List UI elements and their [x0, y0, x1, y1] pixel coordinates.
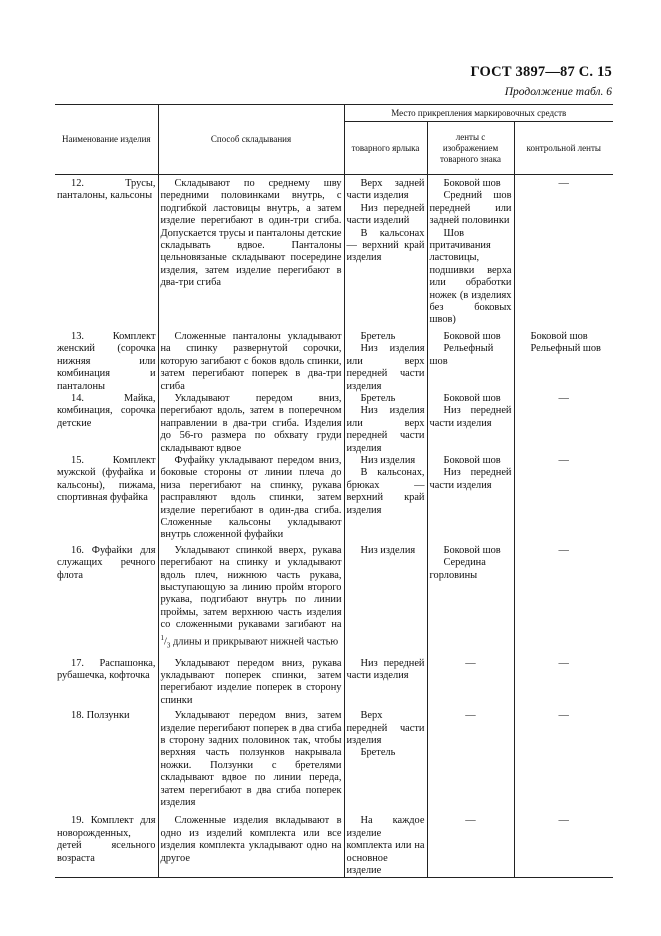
- cell-control: —: [514, 175, 613, 327]
- cell-name: 18. Ползунки: [71, 710, 130, 722]
- cell-name: 17. Распашонка, рубашечка, кофточка: [57, 657, 156, 681]
- cell-control: —: [514, 707, 613, 809]
- table-row: [55, 707, 613, 809]
- cell-name: 14. Майка, комбинация, сорочка детские: [57, 392, 156, 429]
- cell-label: Бретель Низ изделия или верх передней части изделия: [344, 393, 427, 455]
- col-header-group: Место прикрепления маркировочных средств: [344, 105, 613, 122]
- table-row: [55, 175, 613, 327]
- cell-name: 16. Фуфайки для служащих речного флота: [57, 544, 156, 581]
- table-row: [55, 455, 613, 542]
- cell-label: Верх задней части изделия Низ передней части изделий В кальсонах — верхний край изделия: [344, 175, 427, 327]
- cell-method: Укладывают передом вниз, рукава укладывают поперек спинки, затем перегибают изделие поперек в сторону спинки: [158, 652, 344, 708]
- cell-label: Низ изделия: [344, 542, 427, 652]
- cell-tape-mark: Боковой шов Низ передней части изделия: [427, 455, 514, 542]
- table-continuation: Продолжение табл. 6: [504, 86, 612, 98]
- cell-control: —: [514, 542, 613, 652]
- col-header-name: Наименование изделия: [55, 105, 158, 175]
- cell-label: Низ передней части изделия: [344, 652, 427, 708]
- cell-control: Боковой шов Рельефный шов: [514, 327, 613, 393]
- cell-tape-mark: Боковой шов Низ передней части изделия: [427, 393, 514, 455]
- page-header: ГОСТ 3897—87 С. 15: [470, 64, 612, 80]
- cell-tape-mark: —: [427, 809, 514, 878]
- table-row: [55, 542, 613, 652]
- cell-name: 12. Трусы, панталоны, кальсоны: [57, 178, 156, 202]
- cell-label: Верх передней части изделия Бретель: [344, 707, 427, 809]
- cell-control: —: [514, 455, 613, 542]
- cell-tape-mark: Боковой шов Рельефный шов: [427, 327, 514, 393]
- cell-method: Складывают по среднему шву передними половинками внутрь, с подгибкой ластовицы внутрь, а затем изделие перегибают в один-три сгиба. Допускается трусы и панталоны детские складывать вдвое. Панталоны цельновязаные складывают посередине изделия, затем изделие перегибают в два-три сгиба: [158, 175, 344, 327]
- cell-control: —: [514, 652, 613, 708]
- cell-method: Сложенные панталоны укладывают на спинку развернутой сорочки, которую загибают с боков вдоль спинки, затем перегибают поперек в два-три сгиба: [158, 327, 344, 393]
- cell-name: 15. Комплект мужской (фуфайка и кальсоны), пижама, спортивная фуфайка: [57, 454, 156, 504]
- cell-label: Низ изделия В кальсонах, брюках — верхний край изделия: [344, 455, 427, 542]
- cell-method: Укладывают передом вниз, затем изделие перегибают поперек в два сгиба в сторону задних половинок так, чтобы верхняя часть ползунков накрывала ножки. Ползунки с бретелями складывают вдвое по линии переда, затем перегибают в два сгиба поперек изделия: [158, 707, 344, 809]
- col-header-method: Способ складывания: [158, 105, 344, 175]
- cell-tape-mark: —: [427, 707, 514, 809]
- cell-name: 13. Комплект женский (сорочка нижняя или комбинация и панталоны: [57, 330, 156, 392]
- col-header-tape-mark: ленты с изображением товарного знака: [427, 122, 514, 175]
- cell-tape-mark: Боковой шов Средний шов передней или задней половинки Шов притачивания ластовицы, подшивки верха или обработки ножек (в изделиях без боковых швов): [427, 175, 514, 327]
- table-row: [55, 393, 613, 455]
- cell-label: Бретель Низ изделия или верх передней части изделия: [344, 327, 427, 393]
- cell-label: На каждое изделие комплекта или на основное изделие: [344, 809, 427, 878]
- cell-tape-mark: Боковой шов Середина горловины: [427, 542, 514, 652]
- cell-method: Фуфайку укладывают передом вниз, боковые стороны от линии плеча до низа перегибают на спинку, рукава расправляют вдоль спинки, затем изделие перегибают в один-два сгиба. Сложенные кальсоны укладывают внутрь сложенной фуфайки: [158, 455, 344, 542]
- marking-table: [55, 104, 613, 878]
- cell-control: —: [514, 809, 613, 878]
- cell-tape-mark: —: [427, 652, 514, 708]
- col-header-control: контрольной ленты: [514, 122, 613, 175]
- cell-method: Сложенные изделия вкладывают в одно из изделий комплекта или все изделия комплекта укладывают одно на другое: [158, 809, 344, 878]
- col-header-label: товарного ярлыка: [344, 122, 427, 175]
- cell-method: Укладывают передом вниз, перегибают вдоль, затем в поперечном направлении в два-три сгиба. Изделия до 56-го размера по обхвату груди складывают вдвое: [158, 393, 344, 455]
- cell-name: 19. Комплект для новорожденных, детей ясельного возраста: [55, 809, 158, 878]
- table-row: [55, 652, 613, 708]
- table-row: [55, 327, 613, 393]
- table-row: [55, 809, 613, 878]
- cell-control: —: [514, 393, 613, 455]
- cell-method: Укладывают спинкой вверх, рукава перегибают на спинку и укладывают вдоль плеч, нижнюю часть рукава, выступающую за линию пройм второго рукава, подгибают внутрь по линии проймы, затем верхнюю часть изделия со сложенными рукавами загибают на $^1/_3$ длины и прикрывают нижней частью: [158, 542, 344, 652]
